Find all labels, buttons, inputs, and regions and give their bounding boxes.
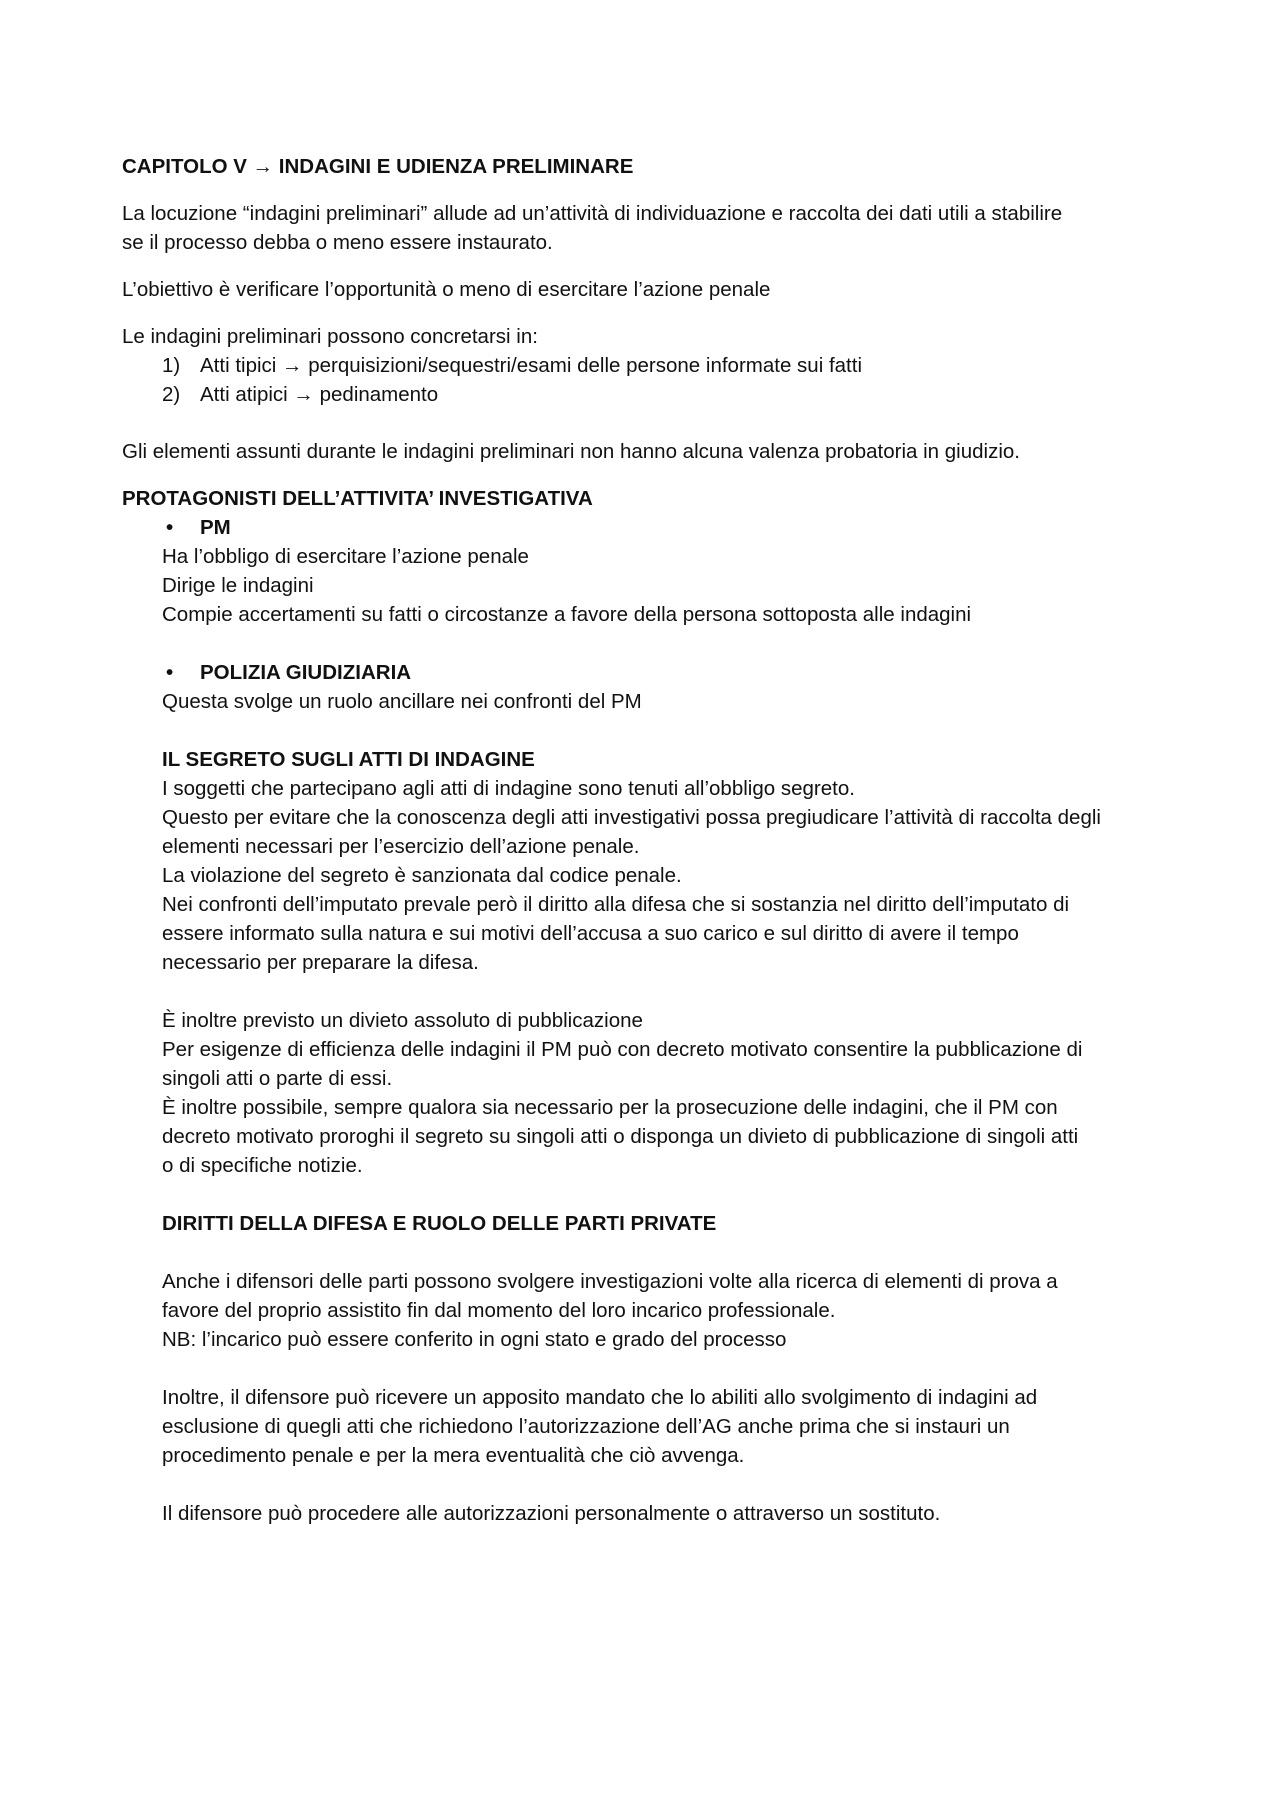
bullet-icon: • <box>166 516 174 539</box>
text-line: necessario per preparare la difesa. <box>162 951 479 974</box>
spacer <box>162 1354 1172 1383</box>
list-number: 2) <box>162 383 181 406</box>
text-line: La locuzione “indagini preliminari” allude ad un’attività di individuazione e raccolta dei dati utili a stabilire <box>122 202 1063 225</box>
text-line: o di specifiche notizie. <box>162 1154 363 1177</box>
bullet-label: POLIZIA GIUDIZIARIA <box>200 661 412 684</box>
text-line: Inoltre, il difensore può ricevere un apposito mandato che lo abiliti allo svolgimento di indagini ad <box>162 1386 1038 1409</box>
numbered-list <box>122 351 1172 409</box>
text-line: elementi necessari per l’esercizio dell’azione penale. <box>162 835 640 858</box>
section-heading-defense: DIRITTI DELLA DIFESA E RUOLO DELLE PARTI PRIVATE <box>162 1212 717 1235</box>
list-item <box>122 351 1172 380</box>
text-line: Questa svolge un ruolo ancillare nei confronti del PM <box>162 690 642 713</box>
section-heading-protagonists: PROTAGONISTI DELL’ATTIVITA’ INVESTIGATIVA <box>122 487 593 510</box>
intro-paragraph-4: Gli elementi assunti durante le indagini preliminari non hanno alcuna valenza probatoria in giudizio. <box>122 440 1020 463</box>
text-line: esclusione di quegli atti che richiedono l’autorizzazione dell’AG anche prima che si instauri un <box>162 1415 1010 1438</box>
text-line: essere informato sulla natura e sui motivi dell’accusa a suo carico e sul diritto di avere il tempo <box>162 922 1019 945</box>
text-line: Compie accertamenti su fatti o circostanze a favore della persona sottoposta alle indagini <box>162 603 972 626</box>
spacer <box>162 977 1172 1006</box>
text-line: decreto motivato proroghi il segreto su singoli atti o disponga un divieto di pubblicazione di singoli atti <box>162 1125 1079 1148</box>
text-line: Per esigenze di efficienza delle indagini il PM può con decreto motivato consentire la pubblicazione di <box>162 1038 1083 1061</box>
text-line: Anche i difensori delle parti possono svolgere investigazioni volte alla ricerca di elementi di prova a <box>162 1270 1058 1293</box>
pm-description <box>122 542 1172 629</box>
bullet-item-polizia <box>122 658 1172 687</box>
section-secret <box>122 745 1172 1528</box>
text-line: È inoltre previsto un divieto assoluto di pubblicazione <box>162 1009 643 1032</box>
bullet-item-pm <box>122 513 1172 542</box>
text-line: I soggetti che partecipano agli atti di indagine sono tenuti all’obbligo segreto. <box>162 777 855 800</box>
spacer <box>162 1180 1172 1209</box>
text-line: favore del proprio assistito fin dal momento del loro incarico professionale. <box>162 1299 836 1322</box>
chapter-title: CAPITOLO V → INDAGINI E UDIENZA PRELIMINARE <box>122 155 634 178</box>
section-heading-secret: IL SEGRETO SUGLI ATTI DI INDAGINE <box>162 748 535 771</box>
bullet-label: PM <box>200 516 231 539</box>
spacer <box>162 1470 1172 1499</box>
intro-paragraph-3: Le indagini preliminari possono concretarsi in: <box>122 325 538 348</box>
polizia-description <box>122 687 1172 716</box>
text-line: Ha l’obbligo di esercitare l’azione penale <box>162 545 529 568</box>
text-line: singoli atti o parte di essi. <box>162 1067 393 1090</box>
text-line: NB: l’incarico può essere conferito in ogni stato e grado del processo <box>162 1328 787 1351</box>
text-line: Questo per evitare che la conoscenza degli atti investigativi possa pregiudicare l’attività di raccolta degli <box>162 806 1101 829</box>
text-line: Nei confronti dell’imputato prevale però il diritto alla difesa che si sostanzia nel diritto dell’imputato di <box>162 893 1070 916</box>
spacer <box>122 629 1172 658</box>
text-line: Dirige le indagini <box>162 574 314 597</box>
text-line: se il processo debba o meno essere instaurato. <box>122 231 553 254</box>
bullet-icon: • <box>166 661 174 684</box>
intro-paragraph-1 <box>122 199 1172 257</box>
text-line: Il difensore può procedere alle autorizzazioni personalmente o attraverso un sostituto. <box>162 1502 941 1525</box>
list-item <box>122 380 1172 409</box>
document-page <box>122 152 1172 1528</box>
list-item-text: Atti atipici → pedinamento <box>200 383 439 406</box>
list-number: 1) <box>162 354 181 377</box>
spacer <box>162 1238 1172 1267</box>
spacer <box>122 716 1172 745</box>
text-line: La violazione del segreto è sanzionata dal codice penale. <box>162 864 682 887</box>
text-line: procedimento penale e per la mera eventualità che ciò avvenga. <box>162 1444 745 1467</box>
list-item-text: Atti tipici → perquisizioni/sequestri/esami delle persone informate sui fatti <box>200 354 862 377</box>
text-line: È inoltre possibile, sempre qualora sia necessario per la prosecuzione delle indagini, che il PM con <box>162 1096 1058 1119</box>
intro-paragraph-2: L’obiettivo è verificare l’opportunità o meno di esercitare l’azione penale <box>122 278 771 301</box>
